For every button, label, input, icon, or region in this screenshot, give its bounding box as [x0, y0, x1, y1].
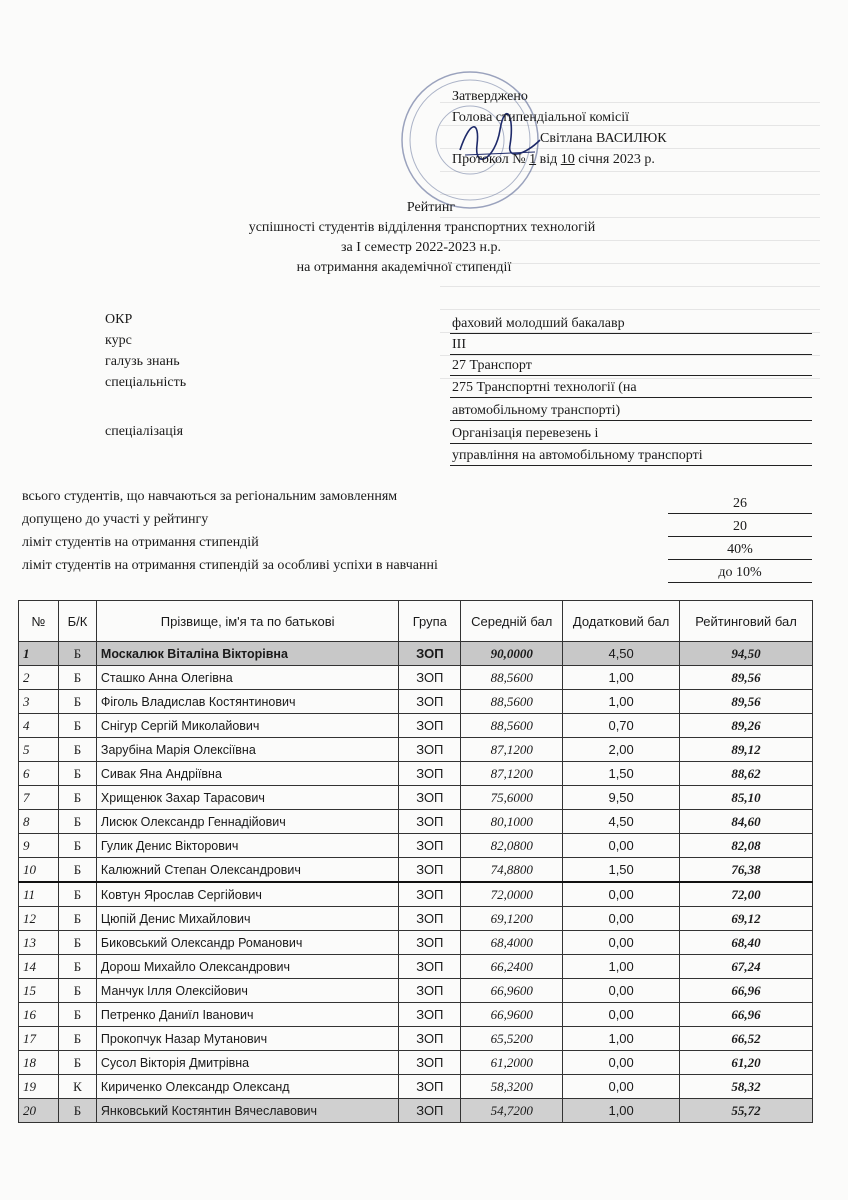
row-number: 15 [19, 979, 59, 1003]
row-number: 2 [19, 666, 59, 690]
row-group: ЗОП [399, 882, 461, 907]
row-average: 61,2000 [461, 1051, 563, 1075]
table-row [19, 762, 813, 786]
stat-limit-label: ліміт студентів на отримання стипендій [22, 535, 259, 550]
table-row [19, 1027, 813, 1051]
row-funding: Б [58, 882, 96, 907]
row-student-name: Дорош Михайло Олександрович [96, 955, 398, 979]
row-funding: Б [58, 642, 96, 666]
row-student-name: Хрищенюк Захар Тарасович [96, 786, 398, 810]
approval-protocol: Протокол № 1 від 10 січня 2023 р. [452, 152, 655, 167]
row-number: 20 [19, 1099, 59, 1123]
row-group: ЗОП [399, 979, 461, 1003]
row-average: 87,1200 [461, 762, 563, 786]
specialty-value-line2: автомобільному транспорті) [450, 401, 812, 421]
row-number: 12 [19, 907, 59, 931]
row-student-name: Прокопчук Назар Мутанович [96, 1027, 398, 1051]
row-group: ЗОП [399, 810, 461, 834]
row-funding: Б [58, 1099, 96, 1123]
row-group: ЗОП [399, 858, 461, 883]
row-group: ЗОП [399, 1075, 461, 1099]
row-group: ЗОП [399, 834, 461, 858]
row-student-name: Сивак Яна Андріївна [96, 762, 398, 786]
row-funding: Б [58, 810, 96, 834]
table-row [19, 858, 813, 883]
row-extra: 1,00 [563, 666, 680, 690]
row-group: ЗОП [399, 907, 461, 931]
header-extra: Додатковий бал [563, 601, 680, 642]
row-number: 17 [19, 1027, 59, 1051]
table-row [19, 979, 813, 1003]
stat-total-value: 26 [668, 494, 812, 514]
row-average: 74,8800 [461, 858, 563, 883]
table-row [19, 1075, 813, 1099]
table-row [19, 1051, 813, 1075]
stat-admitted-value: 20 [668, 517, 812, 537]
row-average: 58,3200 [461, 1075, 563, 1099]
row-rating: 89,12 [680, 738, 813, 762]
row-average: 69,1200 [461, 907, 563, 931]
row-student-name: Манчук Ілля Олексійович [96, 979, 398, 1003]
table-row [19, 882, 813, 907]
table-header-row [19, 601, 813, 642]
row-funding: Б [58, 1051, 96, 1075]
row-average: 66,9600 [461, 1003, 563, 1027]
table-row [19, 955, 813, 979]
row-extra: 4,50 [563, 810, 680, 834]
row-student-name: Цюпій Денис Михайлович [96, 907, 398, 931]
row-group: ЗОП [399, 738, 461, 762]
field-value: 27 Транспорт [450, 356, 812, 376]
row-student-name: Сташко Анна Олегівна [96, 666, 398, 690]
row-group: ЗОП [399, 714, 461, 738]
row-extra: 1,00 [563, 1027, 680, 1051]
table-row [19, 1003, 813, 1027]
row-funding: Б [58, 931, 96, 955]
row-number: 14 [19, 955, 59, 979]
row-student-name: Биковський Олександр Романович [96, 931, 398, 955]
row-average: 54,7200 [461, 1099, 563, 1123]
field-label: галузь знань [105, 354, 180, 369]
table-row [19, 666, 813, 690]
header-name: Прізвище, ім'я та по батькові [96, 601, 398, 642]
row-group: ЗОП [399, 666, 461, 690]
row-average: 88,5600 [461, 666, 563, 690]
row-funding: Б [58, 955, 96, 979]
row-funding: Б [58, 907, 96, 931]
specialty-value-line1: 275 Транспортні технології (на [450, 378, 812, 398]
approval-signer: Світлана ВАСИЛЮК [540, 131, 667, 146]
row-number: 9 [19, 834, 59, 858]
row-rating: 72,00 [680, 882, 813, 907]
specialization-label: спеціалізація [105, 424, 184, 439]
row-average: 75,6000 [461, 786, 563, 810]
row-rating: 89,26 [680, 714, 813, 738]
table-row [19, 642, 813, 666]
row-group: ЗОП [399, 931, 461, 955]
row-average: 82,0800 [461, 834, 563, 858]
specialty-label: спеціальність [105, 375, 187, 390]
row-student-name: Калюжний Степан Олександрович [96, 858, 398, 883]
row-group: ЗОП [399, 786, 461, 810]
row-extra: 0,00 [563, 882, 680, 907]
course-value: ІІІ [450, 335, 812, 355]
stat-limit-value: 40% [668, 540, 812, 560]
stat-admitted-label: допущено до участі у рейтингу [22, 512, 209, 527]
header-average: Середній бал [461, 601, 563, 642]
row-rating: 68,40 [680, 931, 813, 955]
document-title: Рейтинг успішності студентів відділення транспортних технологій за І семестр 2022-2023 н.р. на отримання академічної стипендії [248, 200, 596, 275]
row-rating: 89,56 [680, 666, 813, 690]
row-number: 13 [19, 931, 59, 955]
approval-title: Затверджено [452, 89, 528, 104]
table-row [19, 714, 813, 738]
row-rating: 61,20 [680, 1051, 813, 1075]
row-number: 4 [19, 714, 59, 738]
row-student-name: Фіголь Владислав Костянтинович [96, 690, 398, 714]
row-extra: 1,00 [563, 690, 680, 714]
row-student-name: Снігур Сергій Миколайович [96, 714, 398, 738]
row-group: ЗОП [399, 1003, 461, 1027]
row-student-name: Петренко Даниїл Іванович [96, 1003, 398, 1027]
row-student-name: Янковський Костянтин Вячеславович [96, 1099, 398, 1123]
table-row [19, 690, 813, 714]
row-rating: 84,60 [680, 810, 813, 834]
row-student-name: Лисюк Олександр Геннадійович [96, 810, 398, 834]
approval-position: Голова стипендіальної комісії [452, 110, 629, 125]
row-extra: 2,00 [563, 738, 680, 762]
row-rating: 66,52 [680, 1027, 813, 1051]
stat-total-label: всього студентів, що навчаються за регіональним замовленням [22, 489, 398, 504]
row-number: 6 [19, 762, 59, 786]
header-funding: Б/К [58, 601, 96, 642]
row-extra: 1,00 [563, 955, 680, 979]
row-number: 3 [19, 690, 59, 714]
header-group: Група [399, 601, 461, 642]
row-rating: 89,56 [680, 690, 813, 714]
row-rating: 55,72 [680, 1099, 813, 1123]
rating-table [18, 600, 813, 1123]
row-funding: Б [58, 690, 96, 714]
stat-special-limit-label: ліміт студентів на отримання стипендій за особливі успіхи в навчанні [22, 558, 438, 573]
row-student-name: Кириченко Олександр Олександ [96, 1075, 398, 1099]
approval-block [452, 86, 667, 170]
row-average: 72,0000 [461, 882, 563, 907]
row-funding: К [58, 1075, 96, 1099]
row-number: 11 [19, 882, 59, 907]
row-extra: 1,50 [563, 858, 680, 883]
row-rating: 69,12 [680, 907, 813, 931]
row-group: ЗОП [399, 642, 461, 666]
row-student-name: Москалюк Віталіна Вікторівна [96, 642, 398, 666]
row-funding: Б [58, 834, 96, 858]
row-number: 18 [19, 1051, 59, 1075]
row-extra: 1,50 [563, 762, 680, 786]
row-average: 66,9600 [461, 979, 563, 1003]
row-average: 68,4000 [461, 931, 563, 955]
row-group: ЗОП [399, 955, 461, 979]
row-average: 90,0000 [461, 642, 563, 666]
row-extra: 0,00 [563, 979, 680, 1003]
row-average: 80,1000 [461, 810, 563, 834]
row-number: 19 [19, 1075, 59, 1099]
row-funding: Б [58, 666, 96, 690]
row-extra: 9,50 [563, 786, 680, 810]
row-group: ЗОП [399, 1099, 461, 1123]
stat-special-limit-value: до 10% [668, 563, 812, 583]
row-extra: 0,00 [563, 931, 680, 955]
row-rating: 67,24 [680, 955, 813, 979]
row-group: ЗОП [399, 762, 461, 786]
row-funding: Б [58, 1003, 96, 1027]
row-student-name: Гулик Денис Вікторович [96, 834, 398, 858]
row-number: 8 [19, 810, 59, 834]
row-funding: Б [58, 1027, 96, 1051]
row-average: 88,5600 [461, 690, 563, 714]
row-number: 10 [19, 858, 59, 883]
table-row [19, 834, 813, 858]
row-number: 5 [19, 738, 59, 762]
row-group: ЗОП [399, 1027, 461, 1051]
row-average: 65,5200 [461, 1027, 563, 1051]
row-average: 87,1200 [461, 738, 563, 762]
row-funding: Б [58, 858, 96, 883]
row-student-name: Ковтун Ярослав Сергійович [96, 882, 398, 907]
row-funding: Б [58, 762, 96, 786]
specialization-value-line2: управління на автомобільному транспорті [450, 446, 812, 466]
row-number: 1 [19, 642, 59, 666]
row-extra: 0,00 [563, 1075, 680, 1099]
row-extra: 0,00 [563, 834, 680, 858]
row-average: 66,2400 [461, 955, 563, 979]
row-rating: 66,96 [680, 979, 813, 1003]
row-rating: 58,32 [680, 1075, 813, 1099]
okr-label: ОКР [105, 312, 133, 327]
row-average: 88,5600 [461, 714, 563, 738]
header-number: № [19, 601, 59, 642]
row-number: 16 [19, 1003, 59, 1027]
row-rating: 82,08 [680, 834, 813, 858]
table-row [19, 738, 813, 762]
row-funding: Б [58, 714, 96, 738]
row-funding: Б [58, 786, 96, 810]
row-group: ЗОП [399, 1051, 461, 1075]
table-row [19, 907, 813, 931]
row-extra: 0,70 [563, 714, 680, 738]
table-row [19, 931, 813, 955]
course-label: курс [105, 333, 132, 348]
row-group: ЗОП [399, 690, 461, 714]
table-row [19, 786, 813, 810]
row-rating: 76,38 [680, 858, 813, 883]
row-extra: 0,00 [563, 907, 680, 931]
okr-value: фаховий молодший бакалавр [450, 314, 812, 334]
row-rating: 85,10 [680, 786, 813, 810]
row-rating: 88,62 [680, 762, 813, 786]
table-row [19, 1099, 813, 1123]
row-extra: 0,00 [563, 1003, 680, 1027]
row-rating: 94,50 [680, 642, 813, 666]
row-extra: 0,00 [563, 1051, 680, 1075]
row-student-name: Зарубіна Марія Олексіївна [96, 738, 398, 762]
row-rating: 66,96 [680, 1003, 813, 1027]
row-extra: 1,00 [563, 1099, 680, 1123]
table-row [19, 810, 813, 834]
specialization-value-line1: Організація перевезень і [450, 424, 812, 444]
row-extra: 4,50 [563, 642, 680, 666]
row-funding: Б [58, 979, 96, 1003]
header-rating: Рейтинговий бал [680, 601, 813, 642]
row-number: 7 [19, 786, 59, 810]
row-student-name: Сусол Вікторія Дмитрівна [96, 1051, 398, 1075]
row-funding: Б [58, 738, 96, 762]
